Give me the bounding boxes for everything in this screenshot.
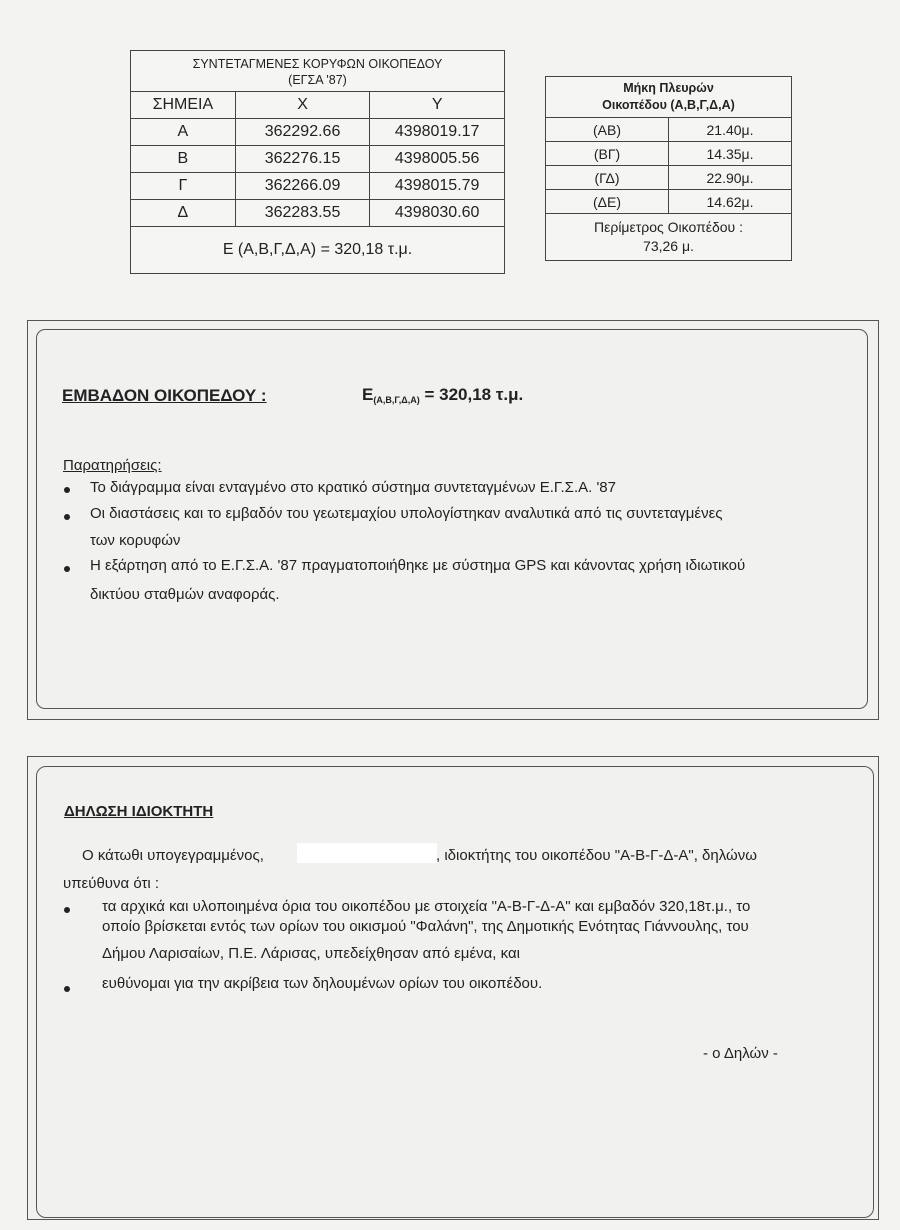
note-bullet-2-line1: Οι διαστάσεις και το εμβαδόν του γεωτεμαχίου υπολογίστηκαν αναλυτικά από τις συντεταγμένες — [90, 505, 723, 522]
table-row: Α 362292.66 4398019.17 — [131, 119, 505, 146]
note-bullet-3-line1: Η εξάρτηση από το Ε.Γ.Σ.Α. '87 πραγματοποιήθηκε με σύστημα GPS και κάνοντας χρήση ιδιωτικού — [90, 557, 746, 574]
table-row: Γ 362266.09 4398015.79 — [131, 173, 505, 200]
coordinates-table — [130, 50, 505, 274]
header-x: Χ — [235, 92, 370, 119]
notes-label: Παρατηρήσεις: — [63, 457, 162, 474]
bullet-dot — [64, 487, 70, 493]
area-heading: ΕΜΒΑΔΟΝ ΟΙΚΟΠΕΔΟΥ : — [62, 386, 267, 405]
declaration-bullet-1-line2: οποίο βρίσκεται εντός των ορίων του οικισμού "Φαλάνη", της Δημοτικής Ενότητας Γιάννουλης, του — [102, 918, 749, 935]
area-formula: Ε(Α,Β,Γ,Δ,Α) = 320,18 τ.μ. — [362, 385, 524, 405]
table-row: Β 362276.15 4398005.56 — [131, 146, 505, 173]
signature-label: - ο Δηλών - — [703, 1045, 778, 1062]
table-row: (ΒΓ) 14.35μ. — [546, 142, 792, 166]
header-y: Υ — [370, 92, 505, 119]
declaration-bullet-1-line1: τα αρχικά και υλοποιημένα όρια του οικοπέδου με στοιχεία "Α-Β-Γ-Δ-Α" και εμβαδόν 320,18τ.μ., το — [102, 898, 751, 915]
bullet-dot — [64, 907, 70, 913]
coordinates-table-title: ΣΥΝΤΕΤΑΓΜΕΝΕΣ ΚΟΡΥΦΩΝ ΟΙΚΟΠΕΔΟΥ (ΕΓΣΑ '87) — [131, 51, 505, 92]
side-lengths-table — [545, 76, 792, 261]
header-points: ΣΗΜΕΙΑ — [131, 92, 236, 119]
coordinates-header-row — [131, 92, 505, 119]
declaration-intro-end: , ιδιοκτήτης του οικοπέδου "Α-Β-Γ-Δ-Α", δηλώνω — [436, 847, 757, 864]
coordinates-area: Ε (Α,Β,Γ,Δ,Α) = 320,18 τ.μ. — [131, 227, 505, 274]
table-row: (ΔΕ) 14.62μ. — [546, 190, 792, 214]
redacted-name — [297, 843, 437, 863]
bullet-dot — [64, 986, 70, 992]
declaration-intro-line2: υπεύθυνα ότι : — [63, 875, 160, 892]
declaration-heading: ΔΗΛΩΣΗ ΙΔΙΟΚΤΗΤΗ — [64, 803, 214, 820]
declaration-bullet-1-line3: Δήμου Λαρισαίων, Π.Ε. Λάρισας, υπεδείχθησαν από εμένα, και — [102, 945, 520, 962]
declaration-section — [36, 766, 874, 1218]
table-row: (ΑΒ) 21.40μ. — [546, 118, 792, 142]
table-row: Δ 362283.55 4398030.60 — [131, 200, 505, 227]
table-row: (ΓΔ) 22.90μ. — [546, 166, 792, 190]
declaration-bullet-2: ευθύνομαι για την ακρίβεια των δηλουμένων ορίων του οικοπέδου. — [102, 975, 543, 992]
bullet-dot — [64, 514, 70, 520]
bullet-dot — [64, 566, 70, 572]
note-bullet-1: Το διάγραμμα είναι ενταγμένο στο κρατικό σύστημα συντεταγμένων Ε.Γ.Σ.Α. '87 — [90, 479, 616, 496]
note-bullet-2-line2: των κορυφών — [90, 532, 181, 549]
declaration-intro-start: Ο κάτωθι υπογεγραμμένος, — [82, 847, 264, 864]
side-lengths-title: Μήκη Πλευρών Οικοπέδου (Α,Β,Γ,Δ,Α) — [546, 77, 792, 118]
note-bullet-3-line2: δικτύου σταθμών αναφοράς. — [90, 586, 280, 603]
perimeter-cell: Περίμετρος Οικοπέδου : 73,26 μ. — [546, 214, 792, 261]
